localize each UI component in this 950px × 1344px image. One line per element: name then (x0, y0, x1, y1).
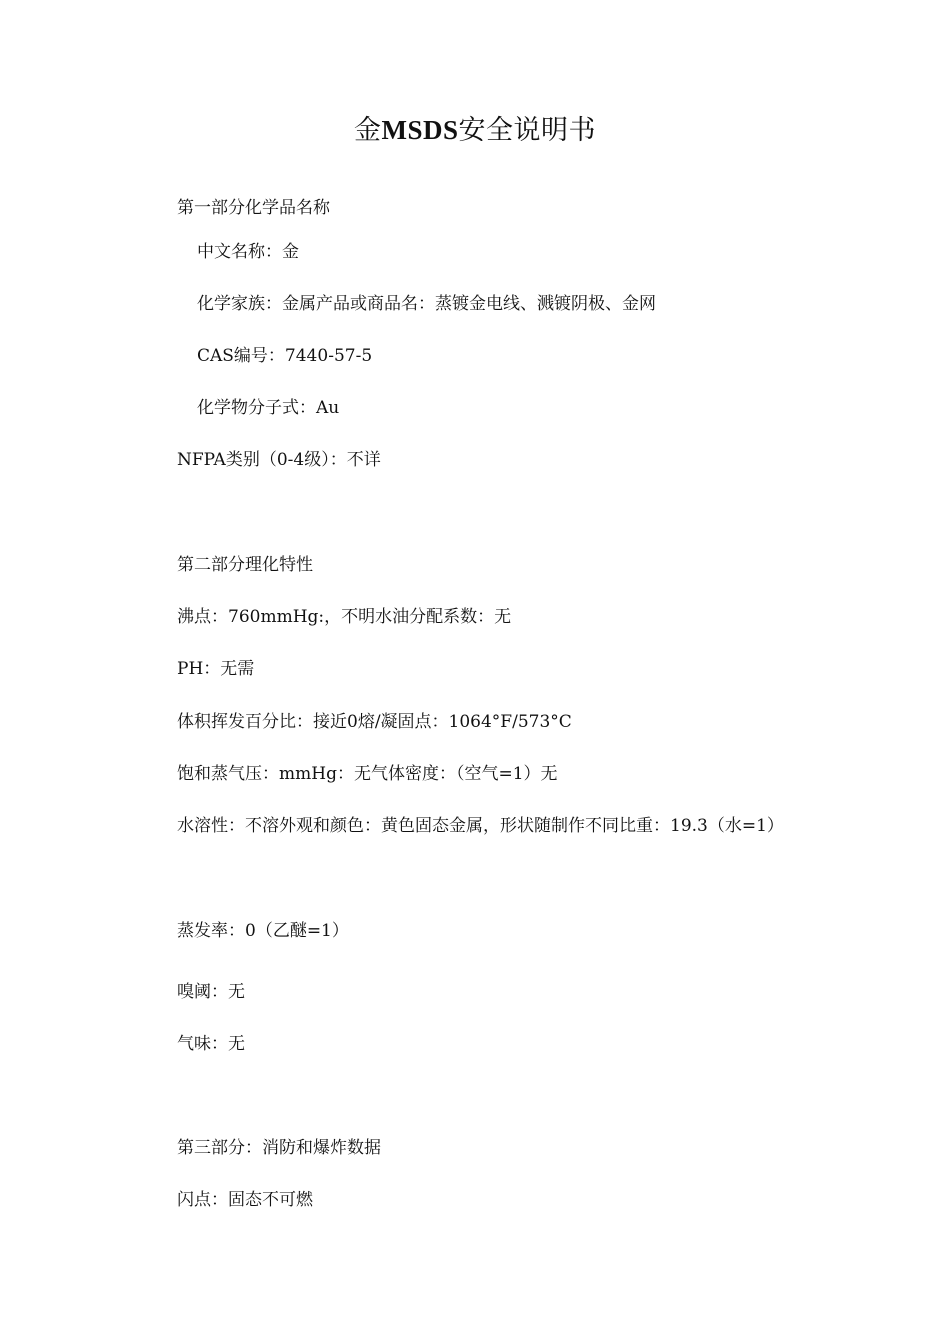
cas-number-line: CAS编号：7440-57-5 (197, 346, 373, 366)
boiling-point-line: 沸点：760mmHg:，不明水油分配系数：无 (177, 607, 512, 627)
chemical-family-line: 化学家族：金属产品或商品名：蒸镀金电线、溅镀阴极、金网 (197, 294, 656, 314)
section-heading-part-2: 第二部分理化特性 (177, 555, 313, 575)
chinese-name-line: 中文名称：金 (197, 242, 299, 262)
molecular-formula-line: 化学物分子式：Au (197, 398, 340, 418)
document-title (0, 112, 950, 149)
vapor-pressure-line: 饱和蒸气压：mmHg：无气体密度：（空气=1）无 (177, 764, 558, 784)
evaporation-rate-line: 蒸发率：0（乙醚=1） (177, 921, 349, 941)
title-latin: MSDS (381, 115, 459, 145)
volatile-percent-line: 体积挥发百分比：接近0熔/凝固点：1064°F/573°C (177, 712, 572, 732)
flash-point-line: 闪点：固态不可燃 (177, 1190, 313, 1210)
water-solubility-line: 水溶性：不溶外观和颜色：黄色固态金属，形状随制作不同比重：19.3（水=1） (177, 816, 784, 836)
odor-threshold-line: 嗅阈：无 (177, 982, 245, 1002)
title-prefix: 金 (353, 115, 382, 146)
section-heading-part-1: 第一部分化学品名称 (177, 198, 330, 218)
nfpa-category-line: NFPA类别（0-4级）：不详 (177, 450, 381, 470)
section-heading-part-3: 第三部分：消防和爆炸数据 (177, 1138, 381, 1158)
ph-line: PH：无需 (177, 659, 255, 679)
title-suffix: 安全说明书 (458, 115, 596, 146)
odor-line: 气味：无 (177, 1034, 245, 1054)
